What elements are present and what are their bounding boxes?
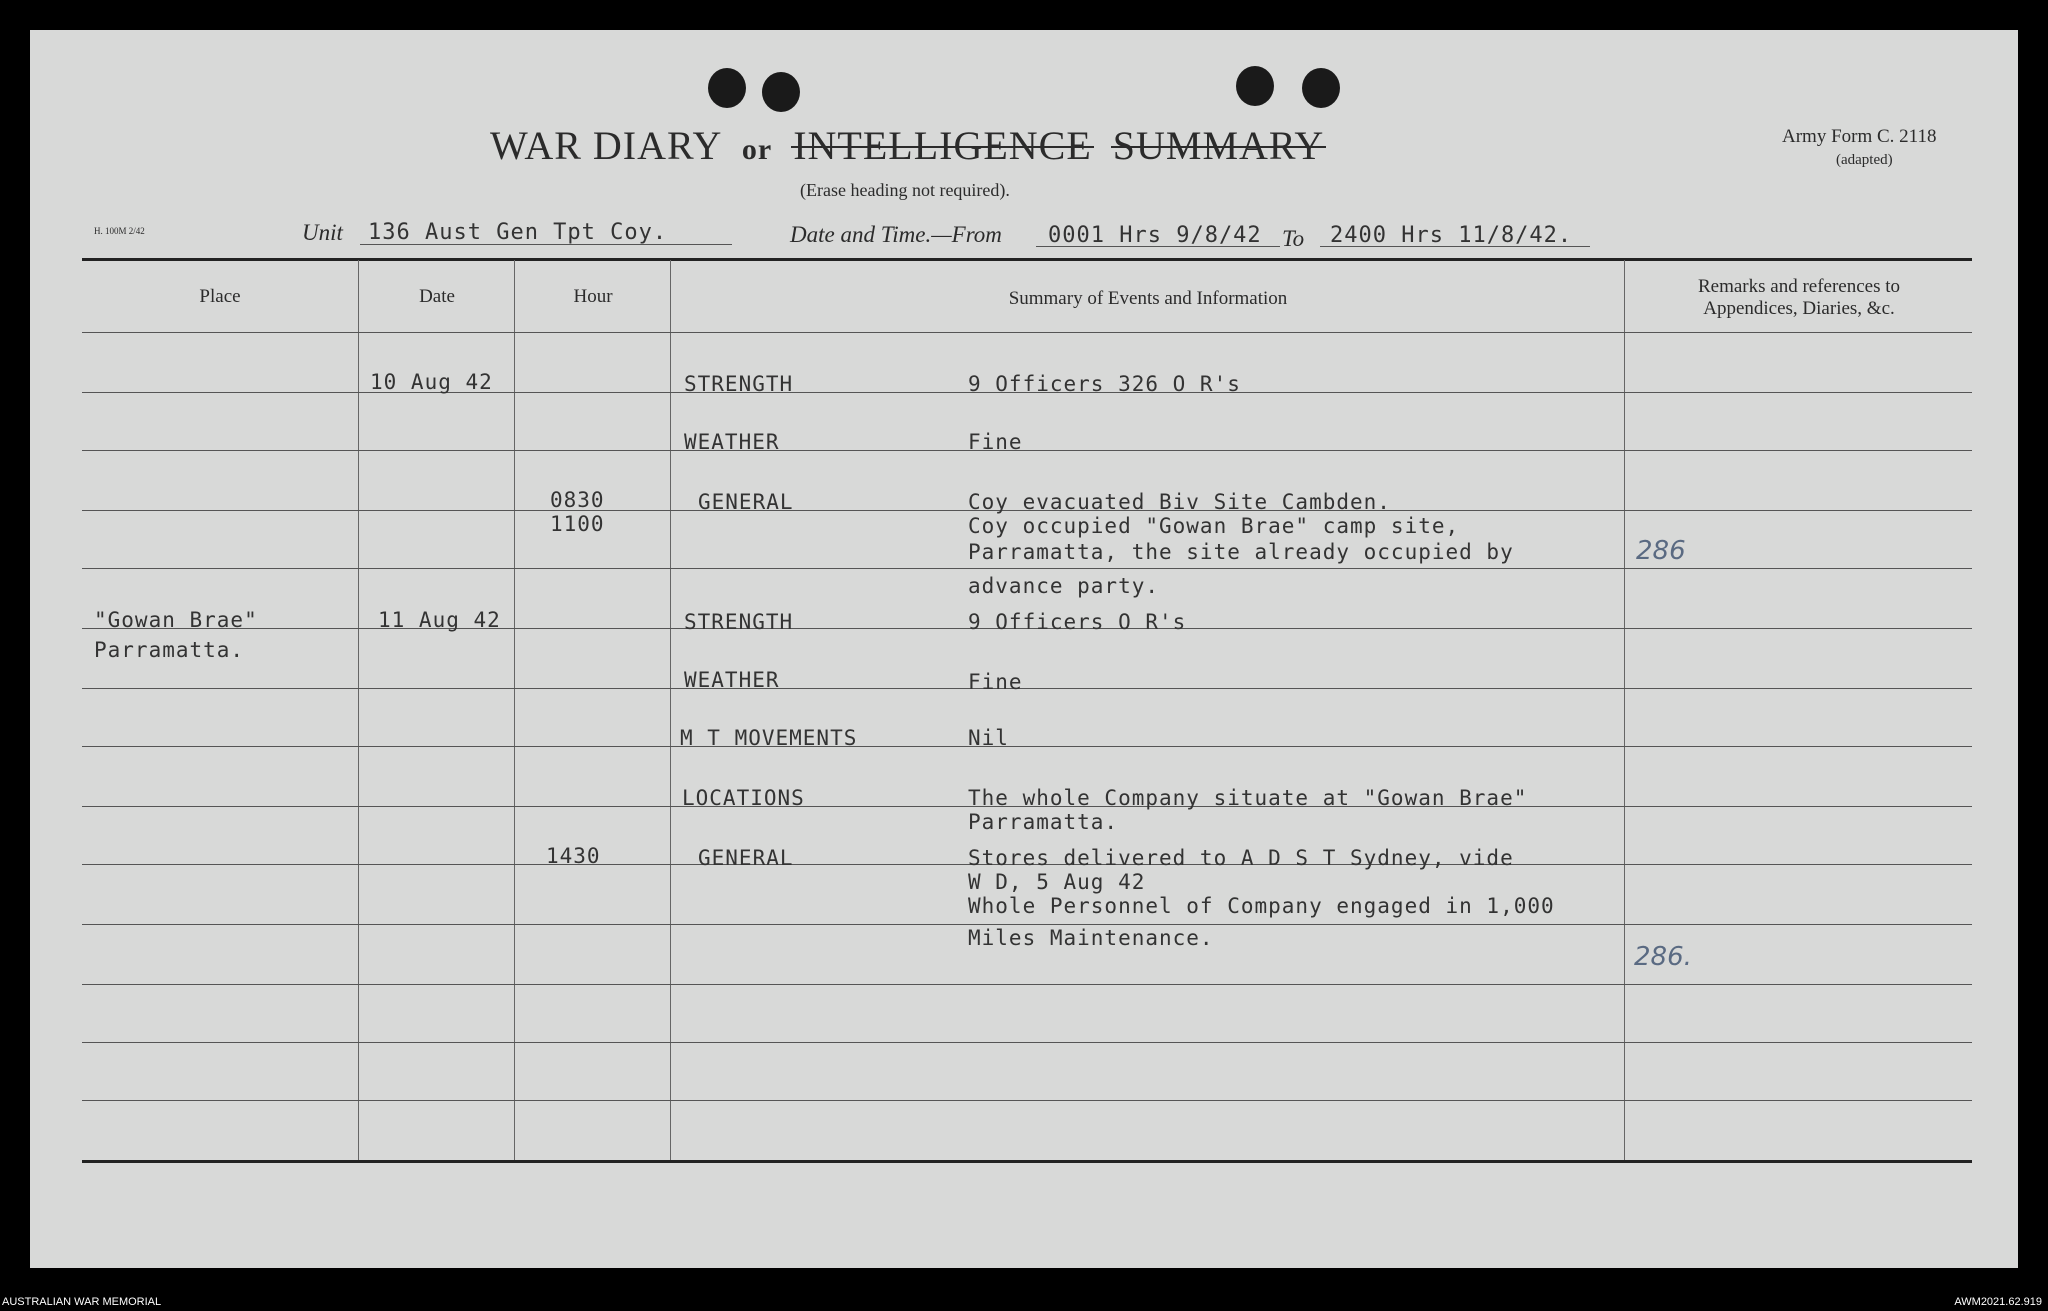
unit-value: 136 Aust Gen Tpt Coy. xyxy=(368,220,668,245)
entry-text: advance party. xyxy=(968,574,1160,598)
row-rule xyxy=(82,568,1972,569)
row-rule xyxy=(82,688,1972,689)
to-underline xyxy=(1320,246,1590,247)
entry-category: WEATHER xyxy=(684,430,780,454)
punch-hole xyxy=(1236,66,1274,106)
erase-note: (Erase heading not required). xyxy=(800,180,1010,200)
row-rule xyxy=(82,1100,1972,1101)
entry-text: Miles Maintenance. xyxy=(968,926,1214,950)
entry-text: Whole Personnel of Company engaged in 1,000 xyxy=(968,894,1555,918)
entry-text: 9 Officers O R's xyxy=(968,610,1187,634)
column-header-place: Place xyxy=(199,286,241,307)
from-value: 0001 Hrs 9/8/42 xyxy=(1048,223,1262,248)
entry-text: Fine xyxy=(968,430,1023,454)
to-label: To xyxy=(1282,226,1305,251)
entry-text: The whole Company situate at "Gowan Brae" xyxy=(968,786,1528,810)
from-underline xyxy=(1036,246,1280,247)
entry-text: Fine xyxy=(968,670,1023,694)
entry-text: Parramatta, the site already occupied by xyxy=(968,540,1514,564)
column-header-remarks-line2: Appendices, Diaries, &c. xyxy=(1703,298,1895,319)
title-intelligence-struck: INTELLIGENCE xyxy=(793,123,1092,168)
title-war-diary: WAR DIARY xyxy=(490,123,721,168)
entry-category: LOCATIONS xyxy=(682,786,805,810)
entry-date: 11 Aug 42 xyxy=(378,608,501,632)
entry-category: WEATHER xyxy=(684,668,780,692)
row-rule xyxy=(82,332,1972,333)
entry-category: STRENGTH xyxy=(684,372,794,396)
column-divider xyxy=(1624,260,1625,1160)
table-bottom-border xyxy=(82,1160,1972,1163)
form-code: H. 100M 2/42 xyxy=(94,226,145,236)
unit-label: Unit xyxy=(302,220,343,245)
row-rule xyxy=(82,1042,1972,1043)
diary-sheet xyxy=(30,30,2018,1268)
entry-text: 9 Officers 326 O R's xyxy=(968,372,1241,396)
row-rule xyxy=(82,984,1972,985)
punch-hole xyxy=(1302,68,1340,108)
unit-underline xyxy=(360,244,732,245)
entry-date: 10 Aug 42 xyxy=(370,370,493,394)
entry-text: Stores delivered to A D S T Sydney, vide xyxy=(968,846,1514,870)
archive-caption-right: AWM2021.62.919 xyxy=(1954,1296,2042,1308)
title-summary-struck: SUMMARY xyxy=(1112,123,1325,168)
row-rule xyxy=(82,746,1972,747)
army-form-label: Army Form C. 2118 xyxy=(1782,126,1937,147)
entry-category: STRENGTH xyxy=(684,610,794,634)
entry-text: Coy evacuated Biv Site Cambden. xyxy=(968,490,1391,514)
entry-place: Parramatta. xyxy=(94,638,245,662)
table-top-border xyxy=(82,258,1972,261)
entry-hour: 1430 xyxy=(546,844,601,868)
entry-text: Coy occupied "Gowan Brae" camp site, xyxy=(968,514,1460,538)
page-title xyxy=(490,122,1324,169)
row-rule xyxy=(82,450,1972,451)
column-divider xyxy=(358,260,359,1160)
column-header-hour: Hour xyxy=(573,286,613,307)
column-divider xyxy=(670,260,671,1160)
entry-text: Nil xyxy=(968,726,1009,750)
remark-pencil-note: 286 xyxy=(1636,536,1686,566)
entry-hour: 1100 xyxy=(550,512,605,536)
adapted-label: (adapted) xyxy=(1836,152,1893,168)
entry-text: Parramatta. xyxy=(968,810,1119,834)
entry-text: W D, 5 Aug 42 xyxy=(968,870,1146,894)
entry-hour: 0830 xyxy=(550,488,605,512)
to-value: 2400 Hrs 11/8/42. xyxy=(1330,223,1573,248)
column-divider xyxy=(514,260,515,1160)
date-time-label: Date and Time.—From xyxy=(790,222,1002,247)
column-header-summary: Summary of Events and Information xyxy=(1008,288,1288,309)
archive-caption-left: AUSTRALIAN WAR MEMORIAL xyxy=(2,1296,162,1308)
entry-category: GENERAL xyxy=(698,490,794,514)
punch-hole xyxy=(762,72,800,112)
entry-category: M T MOVEMENTS xyxy=(680,726,858,750)
remark-pencil-note: 286. xyxy=(1634,942,1692,972)
column-header-remarks: Remarks and references to xyxy=(1697,276,1901,297)
punch-hole xyxy=(708,68,746,108)
entry-category: GENERAL xyxy=(698,846,794,870)
column-header-date: Date xyxy=(419,286,455,307)
entry-place: "Gowan Brae" xyxy=(94,608,258,632)
title-or: or xyxy=(741,133,773,166)
row-rule xyxy=(82,924,1972,925)
